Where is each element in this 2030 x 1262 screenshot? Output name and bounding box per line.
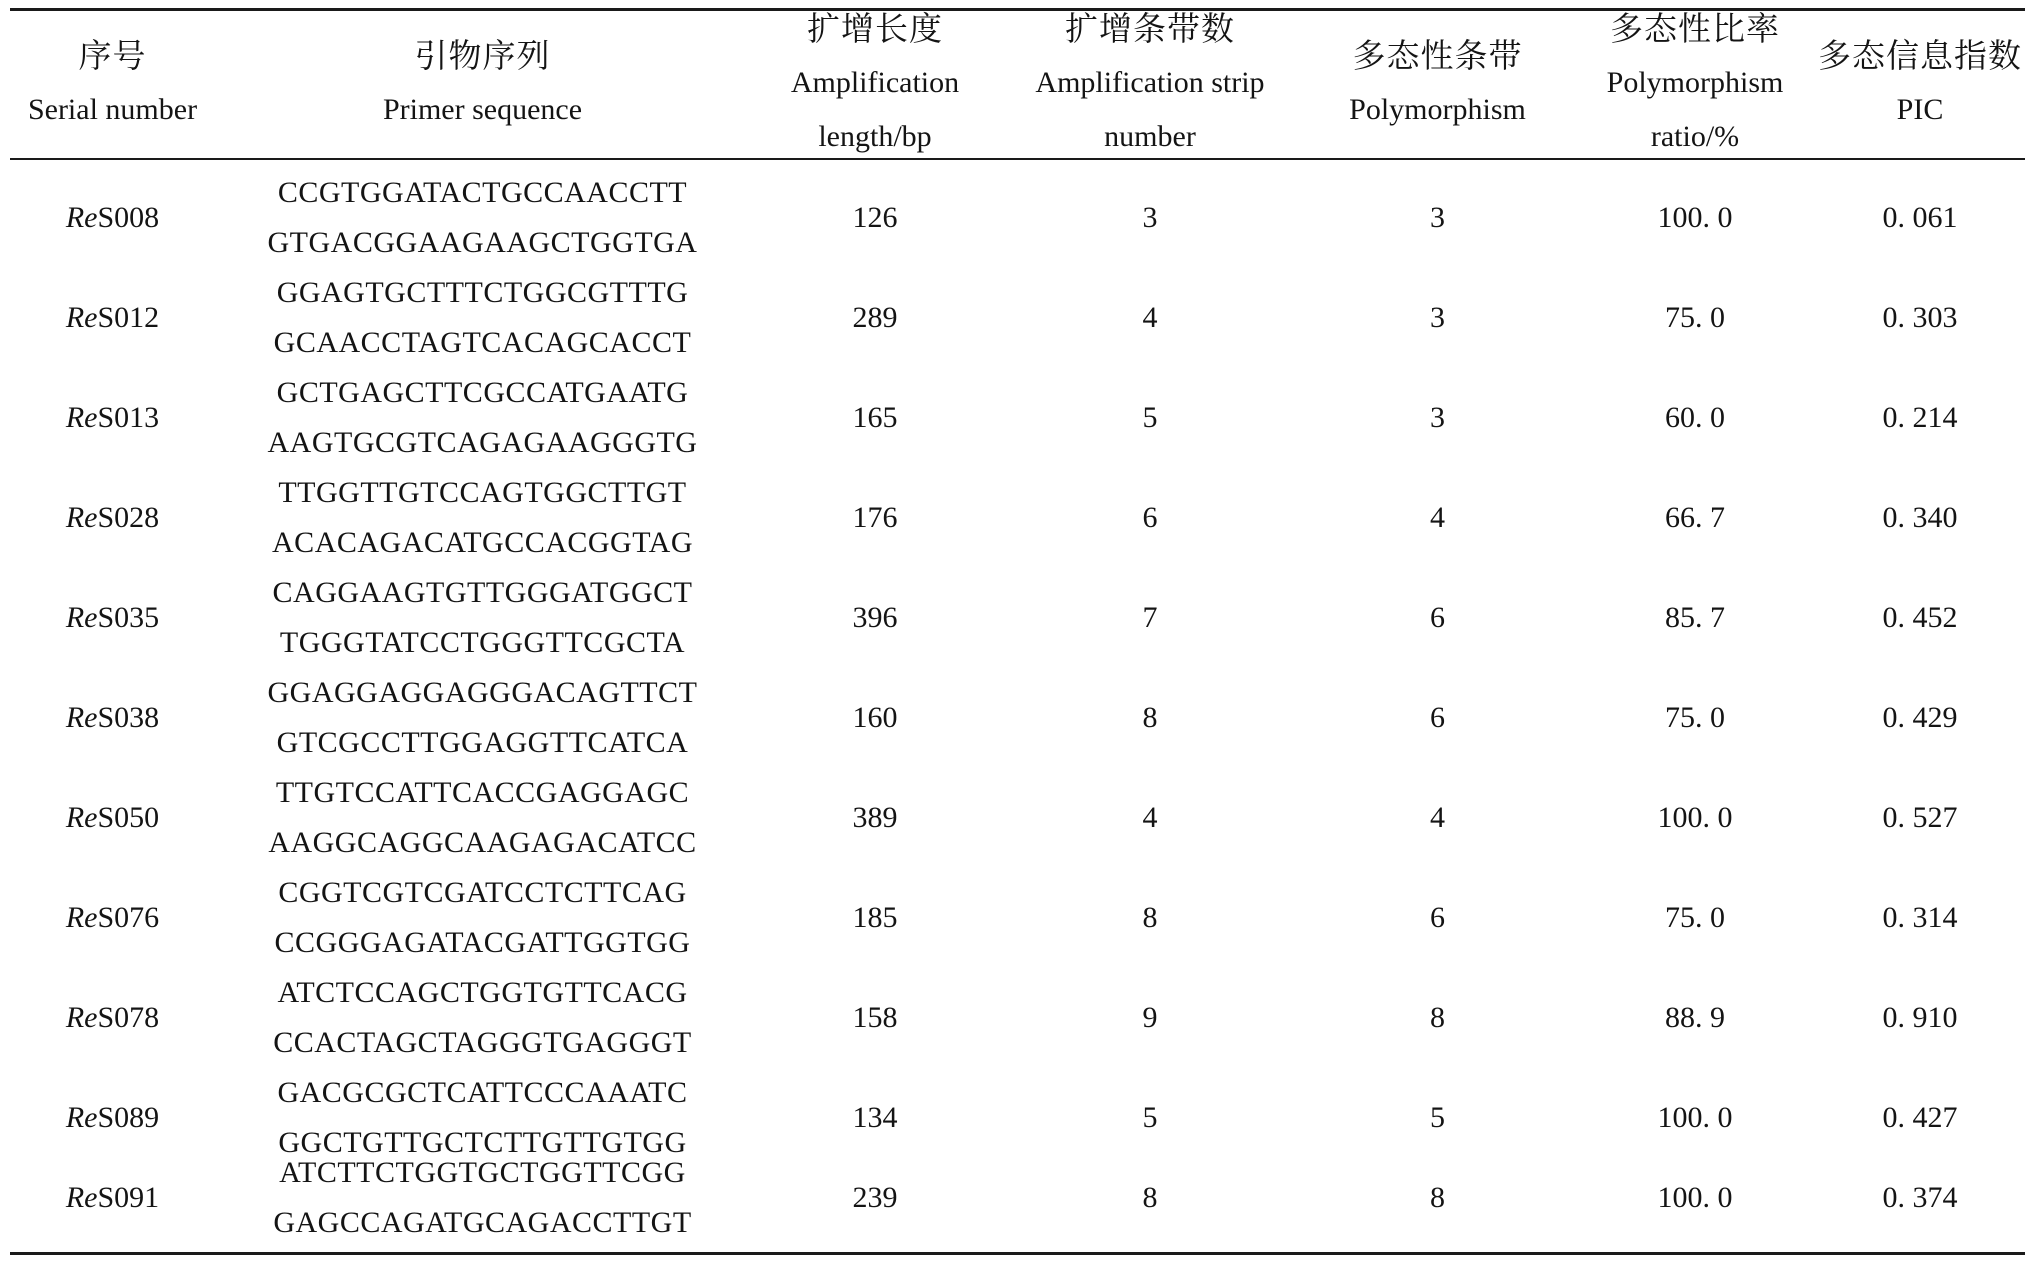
serial-suffix: S013 [97,401,160,434]
ratio-cell: 100. 0 [1657,1181,1733,1214]
polymorphism-cell: 3 [1430,301,1445,334]
header-rule [10,158,2025,160]
forward-primer: ATCTCCAGCTGGTGTTCACG [277,976,688,1009]
forward-primer: GACGCGCTCATTCCCAAATC [277,1076,688,1109]
serial-prefix: Re [65,1101,98,1134]
polymorphism-cell: 4 [1430,801,1445,834]
ratio-cell: 100. 0 [1657,801,1733,834]
ratio-cell: 66. 7 [1665,501,1725,534]
serial-suffix: S012 [97,301,160,334]
forward-primer: CGGTCGTCGATCCTCTTCAG [278,876,687,909]
serial-prefix: Re [65,401,98,434]
length-cell: 396 [852,601,898,634]
forward-primer: TTGGTTGTCCAGTGGCTTGT [278,476,687,509]
reverse-primer: GGCTGTTGCTCTTGTTGTGG [278,1126,687,1159]
header-en: Polymorphism [1606,66,1784,99]
serial-suffix: S035 [97,601,160,634]
reverse-primer: GTGACGGAAGAAGCTGGTGA [267,226,698,259]
bands-cell: 3 [1142,201,1158,234]
header-amplification-length [750,8,1000,158]
polymorphism-cell: 8 [1430,1001,1445,1034]
primer-cell [215,368,750,468]
serial-cell [10,268,215,368]
pic-cell: 0. 374 [1882,1181,1958,1214]
header-zh: 多态性条带 [1352,36,1523,75]
length-cell: 176 [852,501,898,534]
polymorphism-cell: 3 [1430,201,1445,234]
pic-cell: 0. 314 [1882,901,1958,934]
bands-cell: 6 [1142,501,1158,534]
serial-cell [10,768,215,868]
polymorphism-cell: 3 [1430,401,1445,434]
serial-prefix: Re [65,301,98,334]
polymorphism-cell: 6 [1430,901,1445,934]
pic-cell: 0. 429 [1882,701,1958,734]
table-row [10,1148,2025,1248]
length-cell: 185 [852,901,898,934]
pic-cell: 0. 303 [1882,301,1958,334]
serial-cell [10,368,215,468]
serial-suffix: S038 [97,701,160,734]
bands-cell: 5 [1142,401,1158,434]
polymorphism-cell: 5 [1430,1101,1445,1134]
length-cell: 134 [852,1101,898,1134]
header-zh: 引物序列 [414,36,551,75]
serial-prefix: Re [65,501,98,534]
serial-suffix: S091 [97,1181,160,1214]
pic-cell: 0. 527 [1882,801,1958,834]
table-row [10,368,2025,468]
primer-cell [215,468,750,568]
table-row [10,268,2025,368]
primer-cell [215,268,750,368]
serial-suffix: S028 [97,501,160,534]
length-cell: 158 [852,1001,898,1034]
serial-suffix: S050 [97,801,160,834]
serial-cell [10,468,215,568]
forward-primer: TTGTCCATTCACCGAGGAGC [275,776,690,809]
header-amplification-strip-number [1000,8,1300,158]
header-en: Amplification [790,66,960,99]
reverse-primer: AAGTGCGTCAGAGAAGGGTG [267,426,698,459]
ratio-cell: 60. 0 [1665,401,1725,434]
length-cell: 239 [852,1181,898,1214]
header-zh: 扩增长度 [807,9,943,48]
forward-primer: ATCTTCTGGTGCTGGTTCGG [279,1156,686,1189]
primer-cell [215,568,750,668]
polymorphism-cell: 6 [1430,701,1445,734]
header-en: Primer sequence [382,93,583,126]
forward-primer: CAGGAAGTGTTGGGATGGCT [272,576,693,609]
header-en: Polymorphism [1349,93,1526,126]
forward-primer: GGAGTGCTTTCTGGCGTTTG [276,276,689,309]
table-row [10,968,2025,1068]
primer-cell [215,968,750,1068]
header-en-line2: number [1104,120,1196,153]
table-row [10,568,2025,668]
bands-cell: 8 [1142,1181,1158,1214]
length-cell: 160 [852,701,898,734]
header-polymorphism [1300,8,1575,158]
serial-prefix: Re [65,1001,98,1034]
bottom-rule [10,1252,2025,1255]
length-cell: 126 [852,201,898,234]
bands-cell: 8 [1142,701,1158,734]
header-en-line2: length/bp [818,120,932,153]
length-cell: 289 [852,301,898,334]
serial-prefix: Re [65,801,98,834]
pic-cell: 0. 427 [1882,1101,1958,1134]
header-pic [1815,8,2025,158]
bands-cell: 9 [1142,1001,1158,1034]
polymorphism-cell: 4 [1430,501,1445,534]
header-serial-number [10,8,215,158]
serial-prefix: Re [65,201,98,234]
header-en: Serial number [27,93,198,126]
bands-cell: 4 [1142,301,1158,334]
ratio-cell: 85. 7 [1665,601,1725,634]
ratio-cell: 75. 0 [1665,901,1725,934]
reverse-primer: GAGCCAGATGCAGACCTTGT [273,1206,692,1239]
forward-primer: CCGTGGATACTGCCAACCTT [277,176,688,209]
ratio-cell: 88. 9 [1665,1001,1725,1034]
pic-cell: 0. 061 [1882,201,1958,234]
bands-cell: 7 [1142,601,1158,634]
header-zh: 序号 [78,36,147,75]
serial-cell [10,668,215,768]
bands-cell: 8 [1142,901,1158,934]
primer-cell [215,868,750,968]
pic-cell: 0. 910 [1882,1001,1958,1034]
pic-cell: 0. 214 [1882,401,1958,434]
table-row [10,168,2025,268]
header-zh: 扩增条带数 [1065,9,1235,48]
table-row [10,868,2025,968]
header-en: PIC [1896,93,1944,126]
table-row [10,468,2025,568]
header-primer-sequence [215,8,750,158]
forward-primer: GGAGGAGGAGGGACAGTTCT [267,676,698,709]
ratio-cell: 100. 0 [1657,201,1733,234]
bands-cell: 4 [1142,801,1158,834]
serial-prefix: Re [65,701,98,734]
reverse-primer: ACACAGACATGCCACGGTAG [272,526,693,559]
reverse-primer: GTCGCCTTGGAGGTTCATCA [276,726,689,759]
primer-cell [215,168,750,268]
reverse-primer: TGGGTATCCTGGGTTCGCTA [279,626,686,659]
serial-prefix: Re [65,901,98,934]
primer-cell [215,668,750,768]
length-cell: 389 [852,801,898,834]
header-en-line2: ratio/% [1650,120,1740,153]
header-zh: 多态性比率 [1610,9,1780,48]
header-zh: 多态信息指数 [1818,36,2022,75]
serial-suffix: S078 [97,1001,160,1034]
pic-cell: 0. 452 [1882,601,1958,634]
reverse-primer: CCGGGAGATACGATTGGTGG [274,926,691,959]
polymorphism-cell: 8 [1430,1181,1445,1214]
pic-cell: 0. 340 [1882,501,1958,534]
length-cell: 165 [852,401,898,434]
polymorphism-cell: 6 [1430,601,1445,634]
primer-cell [215,768,750,868]
reverse-primer: AAGGCAGGCAAGAGACATCC [268,826,697,859]
reverse-primer: GCAACCTAGTCACAGCACCT [273,326,692,359]
serial-cell [10,968,215,1068]
reverse-primer: CCACTAGCTAGGGTGAGGGT [273,1026,692,1059]
header-en: Amplification strip [1035,66,1265,99]
forward-primer: GCTGAGCTTCGCCATGAATG [276,376,689,409]
primer-cell [215,1148,750,1248]
serial-cell [10,568,215,668]
serial-prefix: Re [65,601,98,634]
ratio-cell: 100. 0 [1657,1101,1733,1134]
serial-cell [10,1148,215,1248]
serial-suffix: S076 [97,901,160,934]
header-polymorphism-ratio [1575,8,1815,158]
serial-prefix: Re [65,1181,98,1214]
serial-suffix: S008 [97,201,160,234]
serial-cell [10,868,215,968]
ratio-cell: 75. 0 [1665,701,1725,734]
serial-suffix: S089 [97,1101,160,1134]
serial-cell [10,168,215,268]
table-row [10,668,2025,768]
bands-cell: 5 [1142,1101,1158,1134]
ratio-cell: 75. 0 [1665,301,1725,334]
table-row [10,768,2025,868]
